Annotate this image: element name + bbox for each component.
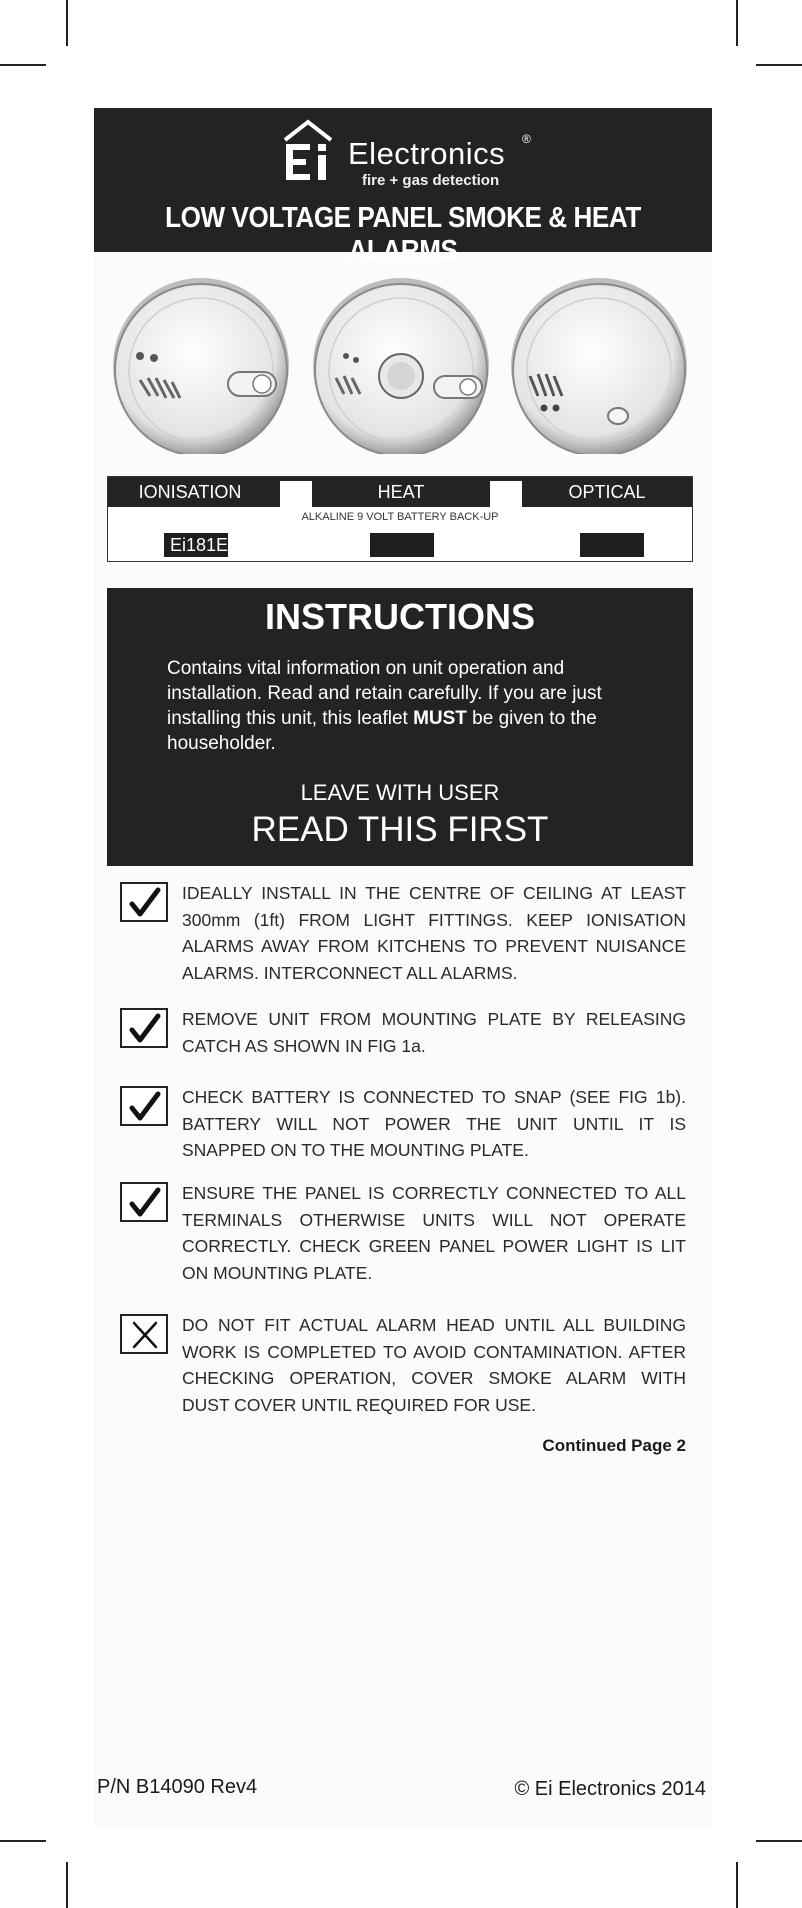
part-number: P/N B14090 Rev4 — [97, 1776, 258, 1798]
crop-mark — [736, 0, 738, 46]
crop-mark — [736, 1862, 738, 1908]
intro-text-end: be given to the householder. — [167, 708, 597, 754]
read-this-first: READ THIS FIRST — [251, 810, 549, 849]
crop-mark — [0, 64, 46, 66]
crop-mark — [0, 1840, 46, 1842]
continued-note: Continued Page 2 — [542, 1436, 686, 1455]
instructions-intro — [167, 656, 647, 756]
instructions-panel — [107, 588, 693, 866]
document-title: LOW VOLTAGE PANEL SMOKE & HEAT ALARMS — [165, 202, 641, 267]
optical-model-box — [580, 533, 644, 557]
checklist-text: REMOVE UNIT FROM MOUNTING PLATE BY RELEASING CATCH AS SHOWN IN FIG 1a. — [182, 1009, 686, 1056]
crop-mark — [756, 64, 802, 66]
heat-alarm-image — [310, 272, 492, 454]
instructions-title: INSTRUCTIONS — [265, 596, 535, 637]
ionisation-model-number: Ei181E — [164, 533, 228, 557]
check-icon — [120, 882, 168, 922]
check-icon — [120, 1086, 168, 1126]
cross-icon — [120, 1314, 168, 1354]
intro-text: Contains vital information on unit operation and installation. Read and retain carefully. If you are just installing this unit, this leaflet — [167, 658, 602, 729]
model-table — [107, 476, 693, 562]
checklist-text: CHECK BATTERY IS CONNECTED TO SNAP (SEE FIG 1b). BATTERY WILL NOT POWER THE UNIT UNTIL IT IS SNAPPED ON TO THE MOUNTING PLATE. — [182, 1087, 686, 1160]
tab-spacer — [280, 481, 312, 507]
copyright: © Ei Electronics 2014 — [514, 1778, 706, 1800]
header-banner — [94, 108, 712, 267]
registered-mark: ® — [522, 132, 531, 146]
ei-logo-icon — [282, 118, 334, 184]
tab-ionisation: IONISATION — [138, 482, 242, 502]
check-icon — [120, 1182, 168, 1222]
brand-name: Electronics — [348, 136, 506, 171]
checklist-text: ENSURE THE PANEL IS CORRECTLY CONNECTED TO ALL TERMINALS OTHERWISE UNITS WILL NOT OPERATE CORRECTLY. CHECK GREEN PANEL POWER LIGHT IS LIT ON MOUNTING PLATE. — [182, 1183, 686, 1283]
crop-mark — [756, 1840, 802, 1842]
checklist-text: IDEALLY INSTALL IN THE CENTRE OF CEILING AT LEAST 300mm (1ft) FROM LIGHT FITTINGS. KEEP IONISATION ALARMS AWAY FROM KITCHENS TO PREVENT NUISANCE ALARMS. INTERCONNECT ALL ALARMS. — [182, 883, 686, 983]
check-icon — [120, 1008, 168, 1048]
intro-emphasis: MUST — [413, 708, 467, 729]
leave-with-user: LEAVE WITH USER — [300, 780, 500, 805]
optical-alarm-image — [508, 272, 690, 454]
battery-backup-note: ALKALINE 9 VOLT BATTERY BACK-UP — [301, 511, 499, 523]
checklist-text: DO NOT FIT ACTUAL ALARM HEAD UNTIL ALL BUILDING WORK IS COMPLETED TO AVOID CONTAMINATION. AFTER CHECKING OPERATION, COVER SMOKE ALARM WITH DUST COVER UNTIL REQUIRED FOR USE. — [182, 1315, 686, 1415]
tab-spacer — [490, 481, 522, 507]
ionisation-alarm-image — [110, 272, 292, 454]
crop-mark — [66, 0, 68, 46]
tab-heat: HEAT — [377, 482, 425, 502]
crop-mark — [66, 1862, 68, 1908]
brand-tagline: fire + gas detection — [362, 172, 500, 189]
tab-optical: OPTICAL — [568, 482, 646, 502]
heat-model-box — [370, 533, 434, 557]
